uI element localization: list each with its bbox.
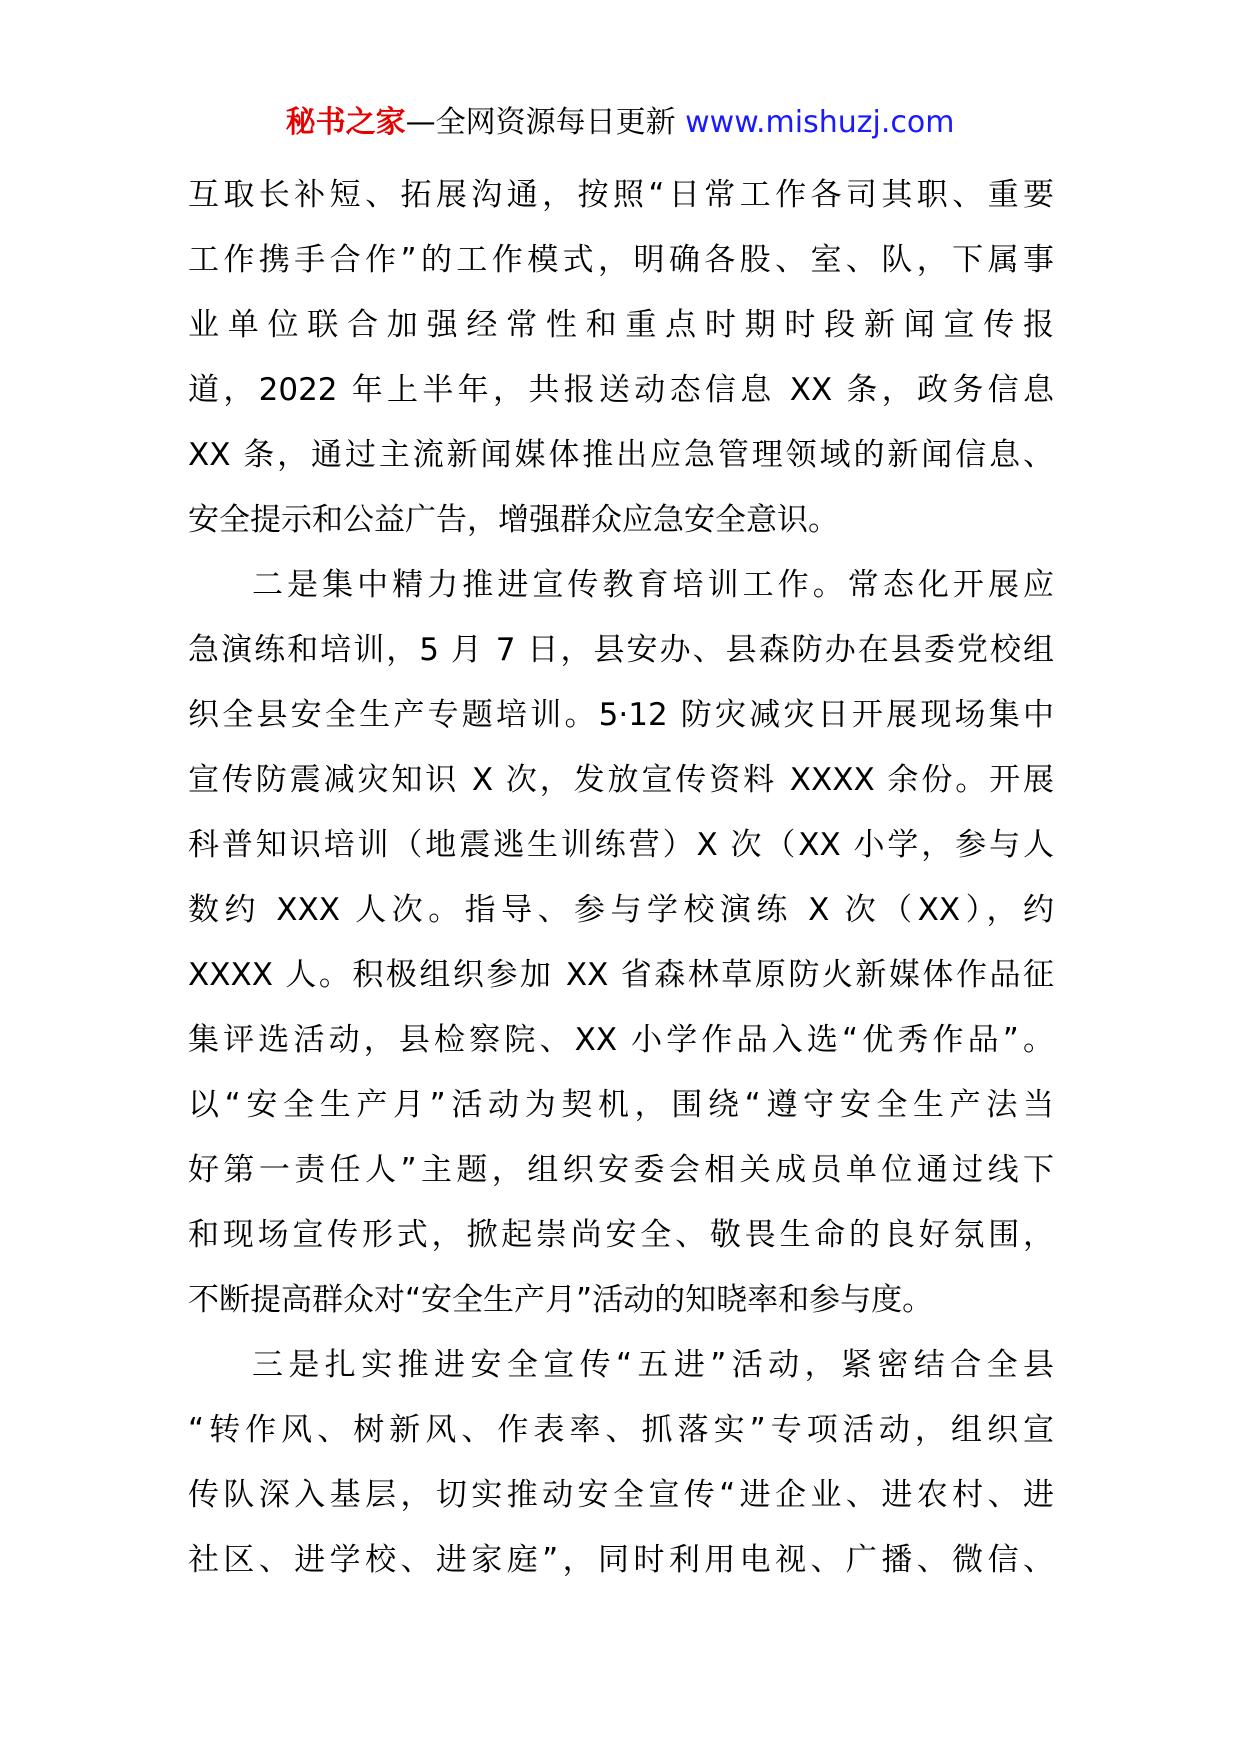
site-header	[0, 100, 1240, 146]
text-line: 宣传防震减灾知识 X 次，发放宣传资料 XXXX 余份。开展	[188, 762, 1054, 798]
text-line: 社区、进学校、进家庭”，同时利用电视、广播、微信、	[188, 1542, 1054, 1578]
text-line: 好第一责任人”主题，组织安委会相关成员单位通过线下	[188, 1152, 1054, 1188]
text-line: “转作风、树新风、作表率、抓落实”专项活动，组织宣	[188, 1412, 1054, 1448]
text-line: 三是扎实推进安全宣传“五进”活动，紧密结合全县	[252, 1347, 1054, 1383]
text-line: 和现场宣传形式，掀起崇尚安全、敬畏生命的良好氛围，	[188, 1217, 1054, 1253]
text-line: 数约 XXX 人次。指导、参与学校演练 X 次（XX），约	[188, 892, 1054, 928]
text-line: 以“安全生产月”活动为契机，围绕“遵守安全生产法当	[188, 1087, 1054, 1123]
text-line: XXXX 人。积极组织参加 XX 省森林草原防火新媒体作品征	[188, 957, 1054, 993]
text-line: 织全县安全生产专题培训。5·12 防灾减灾日开展现场集中	[188, 697, 1054, 733]
paragraph-2	[188, 553, 1054, 1333]
site-url-link[interactable]: www.mishuzj.com	[685, 105, 955, 140]
text-line: 工作携手合作”的工作模式，明确各股、室、队，下属事	[188, 242, 1054, 278]
brand-name: 秘书之家	[285, 105, 406, 140]
text-line: 道，2022 年上半年，共报送动态信息 XX 条，政务信息	[188, 372, 1054, 408]
text-line: 不断提高群众对“安全生产月”活动的知晓率和参与度。	[188, 1282, 934, 1318]
paragraph-3	[188, 1333, 1054, 1593]
text-line: 业单位联合加强经常性和重点时期时段新闻宣传报	[188, 307, 1054, 343]
text-line: 急演练和培训，5 月 7 日，县安办、县森防办在县委党校组	[188, 632, 1054, 668]
text-line: XX 条，通过主流新闻媒体推出应急管理领域的新闻信息、	[188, 437, 1054, 473]
text-line: 集评选活动，县检察院、XX 小学作品入选“优秀作品”。	[188, 1022, 1054, 1058]
text-line: 科普知识培训（地震逃生训练营）X 次（XX 小学，参与人	[188, 827, 1054, 863]
text-line: 二是集中精力推进宣传教育培训工作。常态化开展应	[252, 567, 1054, 603]
header-tagline: —全网资源每日更新	[405, 105, 676, 140]
paragraph-1	[188, 163, 1054, 553]
document-body	[188, 163, 1054, 1593]
text-line: 安全提示和公益广告，增强群众应急安全意识。	[188, 502, 839, 538]
text-line: 传队深入基层，切实推动安全宣传“进企业、进农村、进	[188, 1477, 1054, 1513]
text-line: 互取长补短、拓展沟通，按照“日常工作各司其职、重要	[188, 177, 1054, 213]
